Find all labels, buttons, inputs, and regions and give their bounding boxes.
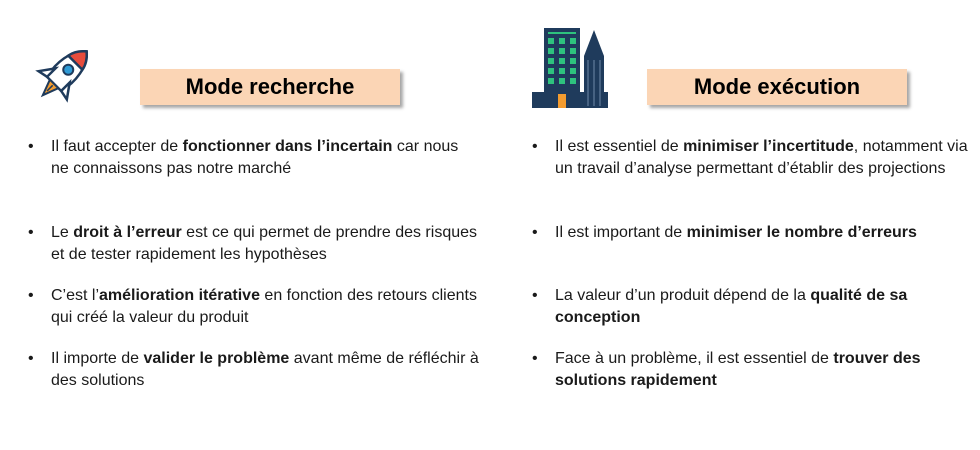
- list-item: • Il est important de minimiser le nombre d’erreurs: [532, 222, 972, 244]
- list-item: • Il faut accepter de fonctionner dans l’incertain car nous ne connaissons pas notre marché: [28, 138, 459, 177]
- list-item: • La valeur d’un produit dépend de la qualité de sa conception: [532, 287, 908, 326]
- list-item: • Il est essentiel de minimiser l’incertitude, notamment via un travail d’analyse permettant d’établir des projections: [532, 138, 968, 177]
- list-item: • Il importe de valider le problème avant même de réfléchir à des solutions: [28, 350, 479, 389]
- bullet-dot: •: [532, 350, 538, 367]
- bullet-dot: •: [28, 287, 34, 304]
- list-item: • Le droit à l’erreur est ce qui permet de prendre des risques et de tester rapidement les hypothèses: [28, 224, 478, 263]
- skyscraper-icon: [530, 26, 610, 115]
- research-mode-title: Mode recherche: [140, 69, 400, 105]
- bullet-dot: •: [532, 138, 538, 155]
- bullet-dot: •: [28, 138, 34, 155]
- list-item: • C’est l’amélioration itérative en fonction des retours clients qui créé la valeur du produit: [28, 287, 477, 326]
- bullet-dot: •: [532, 287, 538, 304]
- rocket-icon: [28, 38, 100, 115]
- execution-mode-title: Mode exécution: [647, 69, 907, 105]
- list-item: • Face à un problème, il est essentiel de trouver des solutions rapidement: [532, 350, 921, 389]
- bullet-dot: •: [532, 224, 538, 241]
- bullet-dot: •: [28, 350, 34, 367]
- bullet-dot: •: [28, 224, 34, 241]
